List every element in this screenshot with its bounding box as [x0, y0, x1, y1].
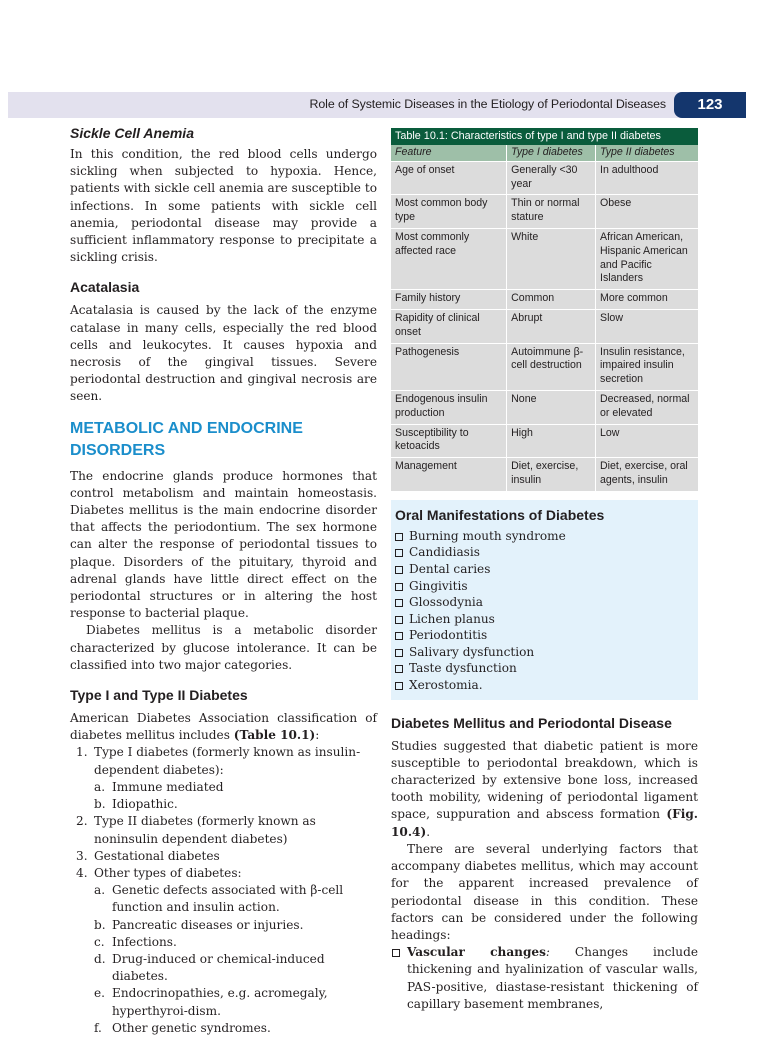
- left-column: [70, 124, 377, 1037]
- list-item: [70, 813, 377, 847]
- table-cell: Insulin resistance, impaired insulin secretion: [596, 343, 698, 390]
- metabolic-heading: [70, 418, 377, 462]
- table-row: [391, 390, 698, 424]
- sub-list-letter: c.: [94, 934, 105, 949]
- bullet-label: Vascular changes: [407, 945, 546, 960]
- table-row: [391, 290, 698, 310]
- oral-manifestation-text: Salivary dysfunction: [409, 644, 535, 659]
- table-header-cell: Type I diabetes: [507, 145, 596, 161]
- running-header: [8, 92, 746, 118]
- bullet-text: Changes include thickening and hyalinization of vascular walls, PAS-positive, diastase-resistant thickening of capillary basement membranes,: [407, 945, 698, 1011]
- bullet-square-icon: [395, 682, 403, 690]
- dm-para1-text: Studies suggested that diabetic patient is more susceptible to periodontal breakdown, which is characterized by extensive bone loss, increased tooth mobility, widening of periodontal ligament space, suppuration and abscess formation: [391, 738, 698, 822]
- list-item: [393, 544, 698, 561]
- sub-list-text: Idiopathic.: [112, 797, 178, 812]
- figure-reference: (Fig. 10.4): [391, 807, 698, 839]
- list-item: [393, 594, 698, 611]
- table-cell: Most common body type: [391, 195, 507, 229]
- table-cell: Management: [391, 458, 507, 492]
- bullet-square-icon: [395, 583, 403, 591]
- diabetes-classification-list: [70, 744, 377, 1036]
- oral-manifestations-list: [393, 528, 698, 694]
- bullet-colon: :: [545, 945, 550, 960]
- oral-manifestations-heading: Oral Manifestations of Diabetes: [395, 506, 605, 523]
- oral-manifestation-text: Taste dysfunction: [409, 661, 517, 676]
- list-number: 3.: [76, 848, 88, 863]
- diabetes-characteristics-table: [391, 128, 698, 492]
- table-cell: Thin or normal stature: [507, 195, 596, 229]
- bullet-square-icon: [395, 632, 403, 640]
- table-header-cell: Feature: [391, 145, 507, 161]
- types-intro: [70, 710, 377, 744]
- types-intro-text: American Diabetes Association classification of diabetes mellitus includes: [70, 711, 377, 743]
- list-item: [393, 677, 698, 694]
- sub-list-text: Other genetic syndromes.: [112, 1020, 271, 1035]
- sub-list-item: [94, 917, 377, 934]
- sickle-cell-paragraph: In this condition, the red blood cells undergo sickling when subjected to hypoxia. Hence, patients with sickle cell anemia are susceptible to infections. In some patients with sickle cell anemia, periodontal disease may provide a sufficient inflammatory response to precipitate a sickling crisis.: [70, 147, 377, 265]
- sub-list-letter: d.: [94, 951, 106, 966]
- table-row: [391, 228, 698, 289]
- sub-list: [94, 779, 377, 813]
- table-header-cell: Type II diabetes: [596, 145, 698, 161]
- acatalasia-paragraph: Acatalasia is caused by the lack of the enzyme catalase in many cells, especially the red blood cells and leukocytes. It causes hypoxia and necrosis of the gingival tissues. Severe periodontal destruction and gingival necrosis are seen.: [70, 303, 377, 404]
- table-row: [391, 309, 698, 343]
- dm-periodontal-heading: Diabetes Mellitus and Periodontal Disease: [391, 714, 672, 731]
- list-item: [393, 578, 698, 595]
- table-cell: White: [507, 228, 596, 289]
- table-cell: Diet, exercise, insulin: [507, 458, 596, 492]
- oral-manifestation-text: Glossodynia: [409, 595, 483, 610]
- list-item-text: Other types of diabetes:: [94, 865, 242, 880]
- sub-list-text: Pancreatic diseases or injuries.: [112, 917, 304, 932]
- sub-list-letter: f.: [94, 1020, 102, 1035]
- table-caption: Table 10.1: Characteristics of type I and type II diabetes: [391, 128, 698, 145]
- table-cell: In adulthood: [596, 161, 698, 195]
- list-item: [70, 744, 377, 813]
- sub-list-letter: b.: [94, 917, 106, 932]
- list-item: [393, 528, 698, 545]
- sub-list-item: [94, 882, 377, 916]
- bullet-square-icon: [395, 549, 403, 557]
- metabolic-heading-line1: METABOLIC AND ENDOCRINE: [70, 419, 303, 437]
- page-number: 123: [674, 92, 746, 118]
- bullet-square-icon: [392, 949, 400, 957]
- oral-manifestation-text: Candidiasis: [409, 545, 480, 560]
- list-number: 2.: [76, 814, 88, 829]
- bullet-square-icon: [395, 616, 403, 624]
- table-row: [391, 343, 698, 390]
- sub-list-text: Genetic defects associated with β-cell function and insulin action.: [112, 883, 344, 915]
- bullet-square-icon: [395, 599, 403, 607]
- oral-manifestation-text: Periodontitis: [409, 628, 488, 643]
- list-number: 1.: [76, 745, 88, 760]
- acatalasia-heading: Acatalasia: [70, 279, 140, 296]
- bullet-square-icon: [395, 665, 403, 673]
- oral-manifestation-text: Xerostomia.: [409, 678, 483, 693]
- table-cell: Diet, exercise, oral agents, insulin: [596, 458, 698, 492]
- table-cell: Pathogenesis: [391, 343, 507, 390]
- table-cell: Generally <30 year: [507, 161, 596, 195]
- bullet-square-icon: [395, 566, 403, 574]
- sub-list-letter: a.: [94, 779, 106, 794]
- table-cell: Endogenous insulin production: [391, 390, 507, 424]
- sub-list-letter: e.: [94, 986, 106, 1001]
- sub-list-text: Infections.: [112, 934, 177, 949]
- sub-list-text: Drug-induced or chemical-induced diabetes.: [112, 951, 325, 984]
- table-cell: Obese: [596, 195, 698, 229]
- list-item: [393, 611, 698, 628]
- list-item: [393, 561, 698, 578]
- table-cell: Autoimmune β-cell destruction: [507, 343, 596, 390]
- sub-list-item: [94, 934, 377, 951]
- bullet-square-icon: [395, 649, 403, 657]
- sub-list-letter: a.: [94, 883, 106, 898]
- right-column: [391, 128, 698, 1013]
- table-cell: High: [507, 424, 596, 458]
- sub-list-item: [94, 779, 377, 796]
- sub-list-text: Endocrinopathies, e.g. acromegaly, hyperthyroi-dism.: [112, 986, 328, 1018]
- table-header-row: [391, 145, 698, 161]
- list-item-text: Gestational diabetes: [94, 848, 220, 863]
- list-item: [393, 627, 698, 644]
- list-item-text: Type I diabetes (formerly known as insulin-dependent diabetes):: [94, 745, 361, 777]
- oral-manifestation-text: Burning mouth syndrome: [409, 528, 566, 543]
- dm-periodontal-paragraph-2: There are several underlying factors that accompany diabetes mellitus, which may account for the apparent increased prevalence of periodontal disease in this condition. These factors can be considered under the following headings:: [391, 841, 698, 942]
- table-cell: Rapidity of clinical onset: [391, 309, 507, 343]
- table-cell: Family history: [391, 290, 507, 310]
- sub-list-item: [94, 1020, 377, 1037]
- list-item: [70, 865, 377, 1037]
- bullet-square-icon: [395, 533, 403, 541]
- table-cell: Abrupt: [507, 309, 596, 343]
- table-row: [391, 195, 698, 229]
- dm-periodontal-paragraph-1: [391, 738, 698, 841]
- oral-manifestation-text: Dental caries: [409, 561, 491, 576]
- metabolic-paragraph-1: The endocrine glands produce hormones that control metabolism and maintain homeostasis. Diabetes mellitus is the main endocrine disorder that affects the periodontium. The sex hormone can alter the response of periodontal tissues to plaque. Disorders of the pituitary, thyroid and adrenal glands have little direct effect on the periodontal structures or in altering the host response to bacterial plaque.: [70, 468, 377, 621]
- table-cell: Slow: [596, 309, 698, 343]
- sub-list-item: [94, 796, 377, 813]
- list-number: 4.: [76, 865, 88, 880]
- table-cell: None: [507, 390, 596, 424]
- oral-manifestations-box: [391, 500, 698, 700]
- oral-manifestation-text: Gingivitis: [409, 578, 468, 593]
- list-item: [391, 944, 698, 1013]
- table-cell: More common: [596, 290, 698, 310]
- sub-list-item: [94, 951, 377, 985]
- table-cell: Susceptibility to ketoacids: [391, 424, 507, 458]
- table-cell: Age of onset: [391, 161, 507, 195]
- table-row: [391, 161, 698, 195]
- table-row: [391, 458, 698, 492]
- sickle-cell-heading: Sickle Cell Anemia: [70, 125, 194, 141]
- sub-list-letter: b.: [94, 797, 106, 812]
- table-cell: Most commonly affected race: [391, 228, 507, 289]
- sub-list-item: [94, 985, 377, 1019]
- dm-para1-end: .: [426, 824, 431, 839]
- metabolic-paragraph-2: Diabetes mellitus is a metabolic disorder characterized by glucose intolerance. It can be classified into two major categories.: [70, 623, 377, 672]
- running-title: Role of Systemic Diseases in the Etiology of Periodontal Diseases: [309, 97, 666, 111]
- table-cell: African American, Hispanic American and Pacific Islanders: [596, 228, 698, 289]
- factor-list: [391, 944, 698, 1013]
- list-item: [70, 848, 377, 865]
- list-item-text: Type II diabetes (formerly known as noninsulin dependent diabetes): [94, 814, 316, 846]
- list-item: [393, 644, 698, 661]
- list-item: [393, 660, 698, 677]
- table-cell: Low: [596, 424, 698, 458]
- table-reference: (Table 10.1): [233, 728, 316, 743]
- types-intro-end: :: [315, 728, 320, 743]
- metabolic-heading-line2: DISORDERS: [70, 441, 166, 459]
- types-heading: Type I and Type II Diabetes: [70, 687, 248, 704]
- oral-manifestation-text: Lichen planus: [409, 611, 495, 626]
- table-cell: Decreased, normal or elevated: [596, 390, 698, 424]
- table-cell: Common: [507, 290, 596, 310]
- sub-list-text: Immune mediated: [112, 779, 224, 794]
- table-row: [391, 424, 698, 458]
- sub-list: [94, 882, 377, 1037]
